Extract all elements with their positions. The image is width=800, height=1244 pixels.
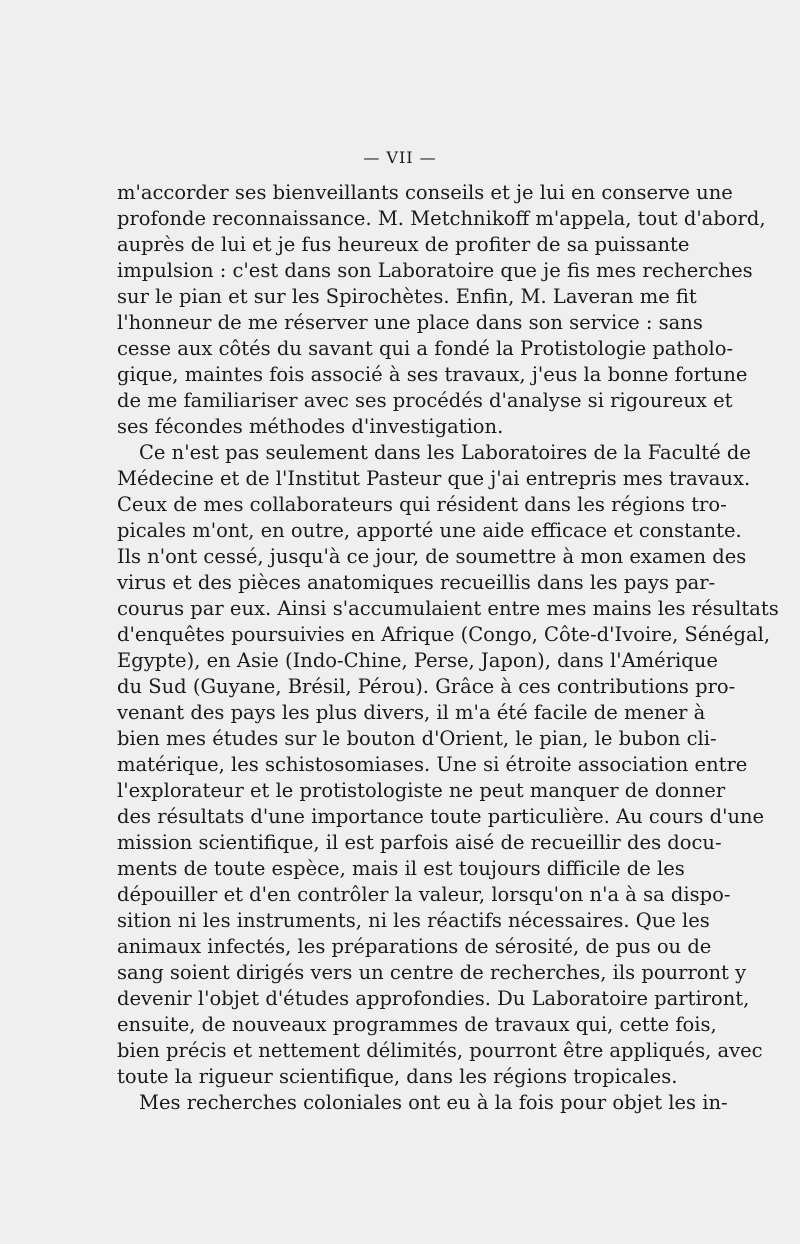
- text-line: ments de toute espèce, mais il est toujours difficile de les: [117, 857, 685, 880]
- paragraph: [117, 180, 766, 440]
- paragraph: [117, 440, 779, 1090]
- text-line: courus par eux. Ainsi s'accumulaient entre mes mains les résultats: [117, 597, 779, 620]
- text-line: sur le pian et sur les Spirochètes. Enfin, M. Laveran me fit: [117, 285, 697, 308]
- text-line: Médecine et de l'Institut Pasteur que j'ai entrepris mes travaux.: [117, 467, 751, 490]
- text-line: mission scientifique, il est parfois aisé de recueillir des docu-: [117, 831, 722, 854]
- text-line: animaux infectés, les préparations de sérosité, de pus ou de: [117, 935, 712, 958]
- page-number: — VII —: [363, 148, 437, 167]
- text-line: l'explorateur et le protistologiste ne peut manquer de donner: [117, 779, 726, 802]
- text-line: sition ni les instruments, ni les réactifs nécessaires. Que les: [117, 909, 710, 932]
- text-line: Ce n'est pas seulement dans les Laboratoires de la Faculté de: [139, 441, 751, 464]
- text-line: ses fécondes méthodes d'investigation.: [117, 415, 504, 438]
- text-line: des résultats d'une importance toute particulière. Au cours d'une: [117, 805, 765, 828]
- text-line: picales m'ont, en outre, apporté une aide efficace et constante.: [117, 519, 742, 542]
- text-line: Mes recherches coloniales ont eu à la fois pour objet les in-: [139, 1091, 728, 1114]
- text-line: bien mes études sur le bouton d'Orient, le pian, le bubon cli-: [117, 727, 717, 750]
- text-line: matérique, les schistosomiases. Une si étroite association entre: [117, 753, 748, 776]
- text-line: impulsion : c'est dans son Laboratoire que je fis mes recherches: [117, 259, 753, 282]
- text-line: devenir l'objet d'études approfondies. Du Laboratoire partiront,: [117, 987, 750, 1010]
- paragraph: [117, 1090, 728, 1116]
- text-line: profonde reconnaissance. M. Metchnikoff m'appela, tout d'abord,: [117, 207, 766, 230]
- text-line: de me familiariser avec ses procédés d'analyse si rigoureux et: [117, 389, 733, 412]
- text-line: gique, maintes fois associé à ses travaux, j'eus la bonne fortune: [117, 363, 748, 386]
- text-line: ensuite, de nouveaux programmes de travaux qui, cette fois,: [117, 1013, 717, 1036]
- text-line: cesse aux côtés du savant qui a fondé la Protistologie patholo-: [117, 337, 734, 360]
- text-line: Ils n'ont cessé, jusqu'à ce jour, de soumettre à mon examen des: [117, 545, 747, 568]
- text-line: venant des pays les plus divers, il m'a été facile de mener à: [117, 701, 706, 724]
- text-line: auprès de lui et je fus heureux de profiter de sa puissante: [117, 233, 690, 256]
- text-line: Egypte), en Asie (Indo-Chine, Perse, Japon), dans l'Amérique: [117, 649, 718, 672]
- body-text: [117, 180, 779, 1116]
- text-line: bien précis et nettement délimités, pourront être appliqués, avec: [117, 1039, 763, 1062]
- text-line: d'enquêtes poursuivies en Afrique (Congo, Côte-d'Ivoire, Sénégal,: [117, 623, 771, 646]
- text-line: toute la rigueur scientifique, dans les régions tropicales.: [117, 1065, 678, 1088]
- text-line: l'honneur de me réserver une place dans son service : sans: [117, 311, 703, 334]
- text-line: sang soient dirigés vers un centre de recherches, ils pourront y: [117, 961, 747, 984]
- text-line: du Sud (Guyane, Brésil, Pérou). Grâce à ces contributions pro-: [117, 675, 736, 698]
- text-line: virus et des pièces anatomiques recueillis dans les pays par-: [117, 571, 716, 594]
- text-line: Ceux de mes collaborateurs qui résident dans les régions tro-: [117, 493, 727, 516]
- text-line: m'accorder ses bienveillants conseils et je lui en conserve une: [117, 181, 733, 204]
- text-line: dépouiller et d'en contrôler la valeur, lorsqu'on n'a à sa dispo-: [117, 883, 731, 906]
